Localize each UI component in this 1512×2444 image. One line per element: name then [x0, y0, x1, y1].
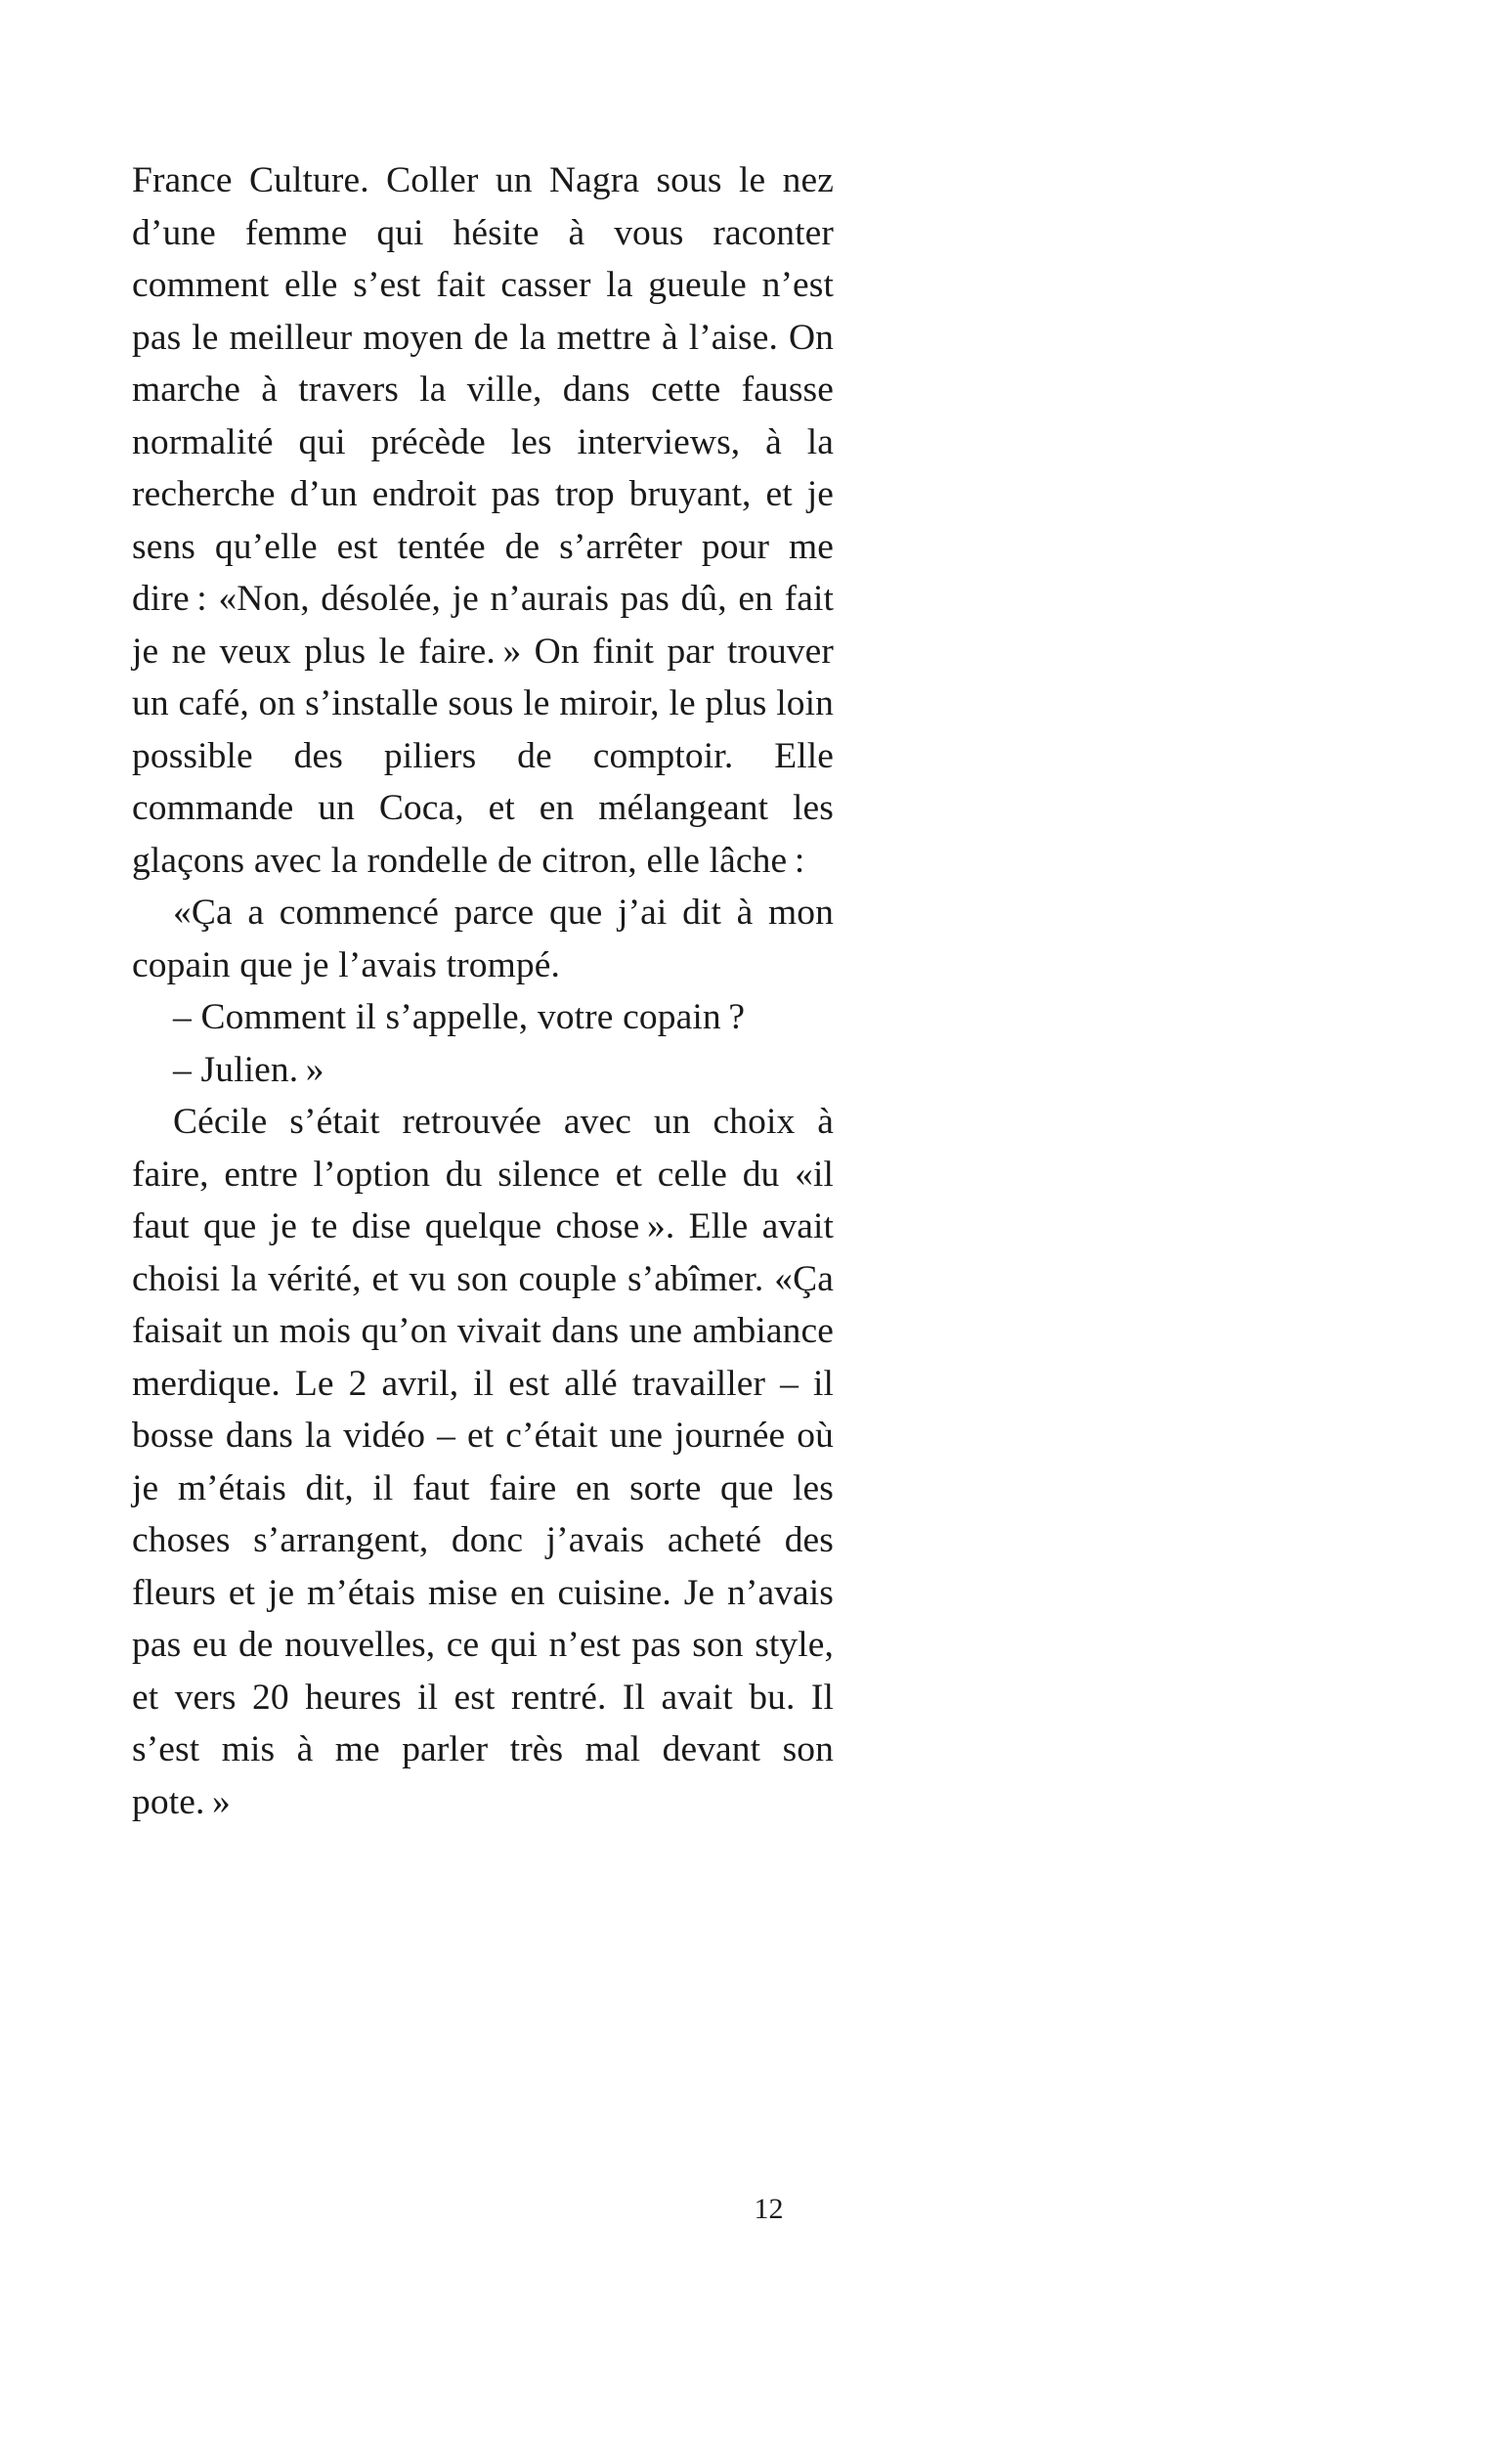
- dialogue-line-1: – Comment il s’appelle, votre copain ?: [173, 997, 746, 1037]
- paragraph-3: Cécile s’était retrouvée avec un choix à faire, entre l’option du silence et celle du «il faut que je te dise quelque chose ». Elle avait choisi la vérité, et vu son couple s’abîmer. «Ça faisait un mois qu’on vivait dans une ambiance merdique. Le 2 avril, il est allé travailler – il bosse dans la vidéo – et c’était une journée où je m’étais dit, il faut faire en sorte que les choses s’arrangent, donc j’avais acheté des fleurs et je m’étais mise en cuisine. Je n’avais pas eu de nouvelles, ce qui n’est pas son style, et vers 20 heures il est rentré. Il avait bu. Il s’est mis à me parler très mal devant son pote. »: [132, 1102, 834, 1822]
- page-text-block: [132, 154, 834, 1828]
- paragraph-2: «Ça a commencé parce que j’ai dit à mon copain que je l’avais trompé.: [132, 893, 834, 985]
- page-folio: [0, 2192, 1512, 2227]
- page-number-value: 12: [754, 2193, 784, 2225]
- paragraph-1: France Culture. Coller un Nagra sous le nez d’une femme qui hésite à vous raconter comment elle s’est fait casser la gueule n’est pas le meilleur moyen de la mettre à l’aise. On marche à travers la ville, dans cette fausse normalité qui précède les interviews, à la recherche d’un endroit pas trop bruyant, et je sens qu’elle est tentée de s’arrêter pour me dire : «Non, désolée, je n’aurais pas dû, en fait je ne veux plus le faire. » On finit par trouver un café, on s’installe sous le miroir, le plus loin possible des piliers de comptoir. Elle commande un Coca, et en mélangeant les glaçons avec la rondelle de citron, elle lâche :: [132, 160, 834, 881]
- dialogue-line-2: – Julien. »: [173, 1049, 324, 1090]
